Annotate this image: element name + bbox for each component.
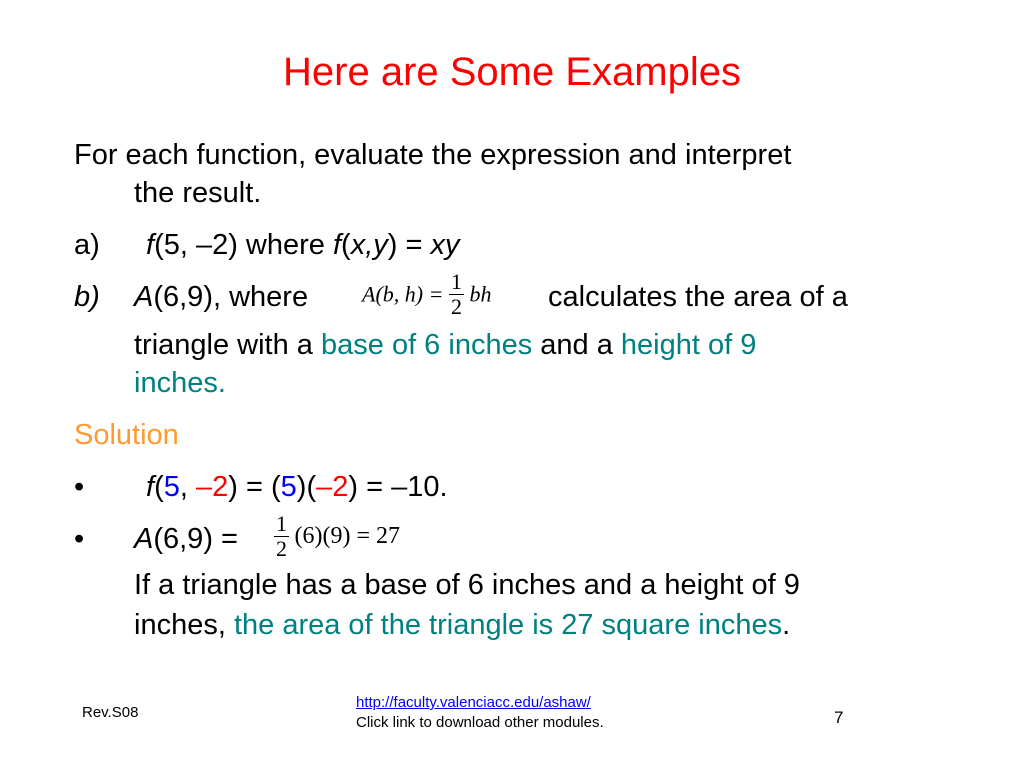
value-five: 5: [280, 471, 297, 503]
bullet-2-text: [134, 522, 238, 556]
xy-args: x,y: [350, 229, 388, 261]
bullet-1-marker: •: [74, 471, 85, 503]
modules-link[interactable]: http://faculty.valenciacc.edu/ashaw/: [356, 694, 591, 711]
conclusion-line-1: If a triangle has a base of 6 inches and a height of 9: [134, 569, 800, 601]
area-highlight: the area of the triangle is 27 square inches: [233, 609, 783, 641]
formula-rhs: bh: [469, 281, 492, 307]
value-five: 5: [163, 471, 180, 503]
base-highlight: base of 6 inches: [321, 329, 533, 361]
computation-fraction: [274, 512, 289, 561]
function-A: A: [134, 281, 154, 313]
paren-open: (: [154, 471, 164, 503]
conclusion-line-2: [134, 608, 790, 642]
paren-close-equals: ) =: [387, 229, 431, 261]
item-a-args: (5, –2) where: [154, 229, 333, 261]
slide-title: Here are Some Examples: [283, 50, 741, 94]
revision-label: Rev.S08: [82, 704, 139, 721]
line-text: and a: [532, 329, 621, 361]
comma: ,: [179, 471, 196, 503]
area-computation: [274, 512, 400, 561]
area-formula: [362, 270, 491, 319]
page-number: 7: [834, 708, 844, 727]
function-f: f: [332, 229, 342, 261]
fraction-denominator: 2: [450, 294, 462, 319]
formula-lhs: A(b, h) =: [362, 281, 444, 307]
height-highlight: height of 9: [620, 329, 757, 361]
intro-line-1: For each function, evaluate the expression and interpret: [74, 139, 792, 171]
item-b-marker: b): [74, 281, 100, 313]
paren-mid: )(: [296, 471, 317, 503]
function-f: f: [146, 471, 155, 503]
item-b-args: (6,9), where: [153, 281, 309, 313]
computation-rest: (6)(9) = 27: [294, 523, 401, 549]
value-neg-two: –2: [316, 471, 349, 503]
formula-fraction: [449, 270, 464, 319]
value-neg-two: –2: [196, 471, 229, 503]
result: ) = –10.: [348, 471, 448, 503]
item-a-marker: a): [74, 229, 100, 261]
paren-open: (: [341, 229, 351, 261]
line-text: triangle with a: [134, 329, 321, 361]
bullet-2-args: (6,9) =: [153, 523, 238, 555]
item-a-text: [146, 228, 460, 262]
item-b-line-3: inches.: [134, 367, 226, 399]
solution-label: Solution: [74, 419, 179, 451]
fraction-numerator: 1: [450, 269, 462, 294]
bullet-1-text: [146, 470, 448, 504]
fraction-numerator: 1: [276, 511, 287, 536]
equals-open: ) = (: [228, 471, 281, 503]
bullet-2-marker: •: [74, 523, 85, 555]
function-A: A: [134, 523, 154, 555]
line-text: inches,: [134, 609, 234, 641]
item-b-text: [134, 280, 308, 314]
function-f: f: [146, 229, 155, 261]
item-b-after-formula: calculates the area of a: [548, 281, 848, 313]
fraction-denominator: 2: [276, 536, 287, 561]
link-note: Click link to download other modules.: [356, 714, 604, 731]
expression-xy: xy: [430, 229, 460, 261]
period: .: [782, 609, 791, 641]
intro-line-2: the result.: [134, 177, 262, 209]
item-b-line-2: [134, 328, 756, 362]
